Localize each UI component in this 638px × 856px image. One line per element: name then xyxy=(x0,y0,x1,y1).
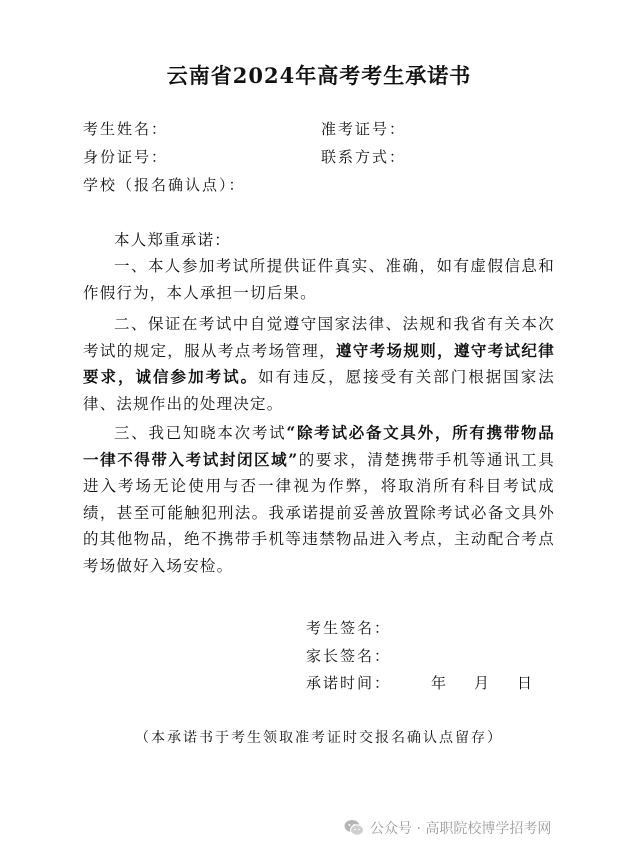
pledge-item-1: 一、本人参加考试所提供证件真实、准确，如有虚假信息和作假行为，本人承担一切后果。 xyxy=(83,257,555,302)
pledge-item-3 xyxy=(83,420,555,579)
field-school: 学校（报名确认点）： xyxy=(83,176,246,194)
field-contact: 联系方式： xyxy=(321,148,407,166)
retention-note: （本承诺书于考生领取准考证时交报名确认点留存） xyxy=(135,730,503,746)
field-name: 考生姓名： xyxy=(83,120,169,138)
day-label: 日 xyxy=(517,674,535,692)
pledge-item-2-text-b: 如有违反，愿接受有关部门根据国家法律、法规作出的处理决定。 xyxy=(83,368,555,413)
pledge-item-3-emphasis: “除考试必备文具外，所有携带物品一律不得带入考试封闭区域” xyxy=(83,423,555,469)
pledge-item-2 xyxy=(83,311,555,417)
wechat-icon xyxy=(344,819,364,837)
pledge-item-3-text-a: 三、我已知晓本次考试 xyxy=(114,424,287,442)
month-label: 月 xyxy=(474,674,492,692)
pledge-time-label: 承诺时间： xyxy=(306,674,392,692)
student-signature-label: 考生签名： xyxy=(306,619,392,637)
document-title: 云南省2024年高考考生承诺书 xyxy=(166,63,472,88)
year-label: 年 xyxy=(431,674,449,692)
pledge-intro: 本人郑重承诺： xyxy=(114,231,231,249)
pledge-time-row xyxy=(306,672,534,693)
field-exam-number: 准考证号： xyxy=(321,120,407,138)
pledge-item-3-text-b: 的要求，清楚携带手机等通讯工具进入考场无论使用与否一律视为作弊，将取消所有科目考试成绩，甚至可能触犯刑法。我承诺提前妥善放置除考试必备文具外的其他物品，绝不携带手机等违禁物品进入考点，主动配合考点考场做好入场安检。 xyxy=(83,450,555,575)
pledge-item-2-text-a: 二、保证在考试中自觉遵守国家法律、法规和我省有关本次考试的规定，服从考点考场管理， xyxy=(83,315,555,360)
watermark xyxy=(344,818,551,838)
field-id-number: 身份证号： xyxy=(83,148,169,166)
parent-signature-label: 家长签名： xyxy=(306,647,392,665)
pledge-item-2-emphasis: 遵守考场规则，遵守考试纪律要求，诚信参加考试。 xyxy=(83,340,555,386)
watermark-text: 公众号 · 高职院校博学招考网 xyxy=(370,821,552,837)
